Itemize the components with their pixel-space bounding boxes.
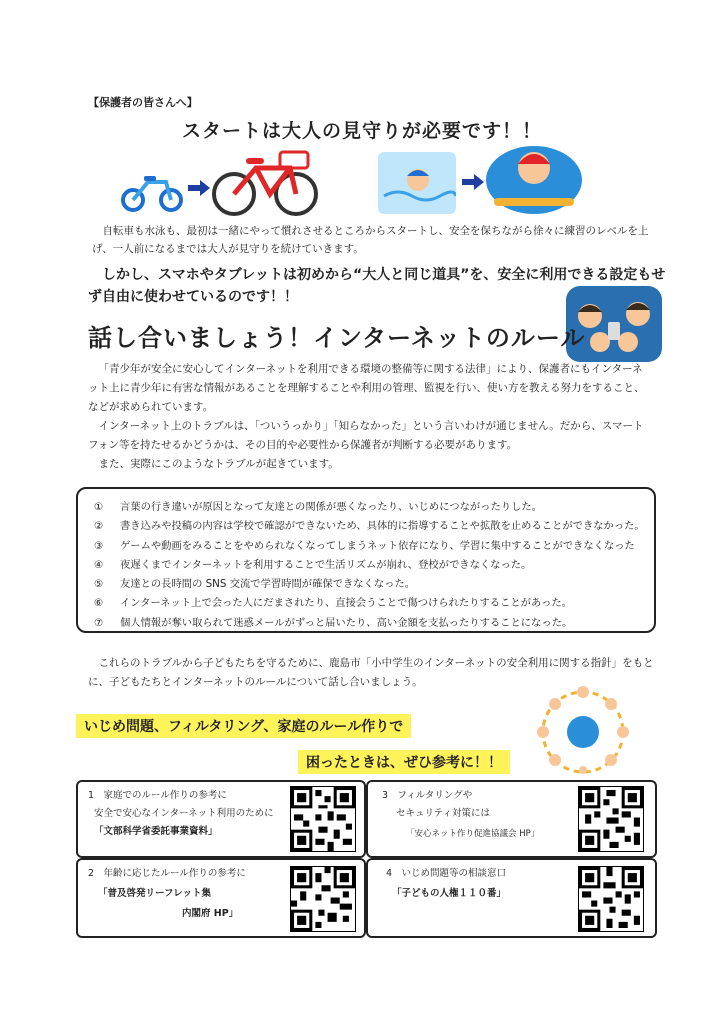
qr-code-icon[interactable] (290, 866, 356, 932)
tricycle-icon (120, 168, 184, 214)
reference-box-4 (366, 858, 657, 938)
list-item: ⑤ 友達との長時間の SNS 交流で学習時間が確保できなくなった。 (94, 578, 416, 591)
arrow-right-icon (188, 180, 210, 196)
intro-emphasis: しかし、スマホやタブレットは初めから“大人と同じ道具”を、安全に利用できる設定もせず自由に使わせているのです！！ (88, 267, 666, 305)
arrow-right-icon-2 (462, 174, 484, 190)
list-item: ① 言葉の行き違いが原因となって友達との関係が悪くなったり、いじめにつながったりした。 (94, 501, 542, 513)
banner-line-2: 困ったときは、ぜひ参考に！！ (298, 750, 510, 774)
reference-box-2 (76, 858, 366, 938)
reference-title-line-2: セキュリティ対策には (396, 808, 491, 819)
trouble-paragraph: インターネット上のトラブルは、「ついうっかり」「知らなかった」という言いわけが通じません。だから、スマートフォン等を持たせるかどうかは、その目的や必要性から保護者が判断する必要があります。 (88, 420, 644, 451)
reference-title: 3 フィルタリングや (382, 790, 473, 801)
qr-code-icon[interactable] (290, 786, 356, 852)
troubles-box (76, 487, 656, 633)
qr-code-icon[interactable] (578, 866, 644, 932)
reference-document: 「安心ネット作り促進協議会 HP」 (406, 829, 540, 839)
list-item: ⑦ 個人情報が奪い取られて迷惑メールがずっと届いたり、高い金額を支払ったりすることになった。 (94, 616, 573, 629)
reference-document: 「子どもの人権１１０番」 (392, 888, 507, 899)
reference-document: 「普及啓発リーフレット集 (98, 888, 212, 899)
qr-code-icon[interactable] (578, 786, 644, 852)
swimming-child-icon (484, 134, 584, 216)
page-title: スタートは大人の見守りが必要です！！ (181, 120, 542, 142)
reference-title: 1 家庭でのルール作りの参考に (88, 790, 227, 801)
reference-title: 2 年齢に応じたルール作りの参考に (88, 868, 246, 879)
greeting-label: 【保護者の皆さんへ】 (88, 96, 198, 109)
examples-intro: また、実際にこのようなトラブルが起きています。 (98, 458, 339, 470)
reference-document-line-2: 内閣府 HP」 (182, 908, 239, 919)
list-item: ② 書き込みや投稿の内容は学校で確認ができないため、具体的に指導することや拡散を止めることができなかった。 (94, 520, 645, 533)
swimmer-icon (378, 152, 456, 214)
reference-box-3 (366, 780, 657, 858)
banner-line-1: いじめ問題、フィルタリング、家庭のルール作りで (76, 714, 411, 738)
reference-box-1 (76, 780, 366, 858)
bicycle-icon (210, 146, 322, 220)
list-item: ④ 夜遅くまでインターネットを利用することで生活リズムが崩れ、登校ができなくなった。 (94, 558, 532, 571)
section-title: 話し合いましょう！インターネットのルール (88, 324, 586, 352)
intro-paragraph: 自転車も水泳も、最初は一緒にやって慣れさせるところからスタートし、安全を保ちながら徐々に練習のレベルを上げ、一人前になるまでは大人が見守りを続けていきます。 (92, 225, 649, 255)
reference-document: 「文部科学省委託事業資料」 (94, 826, 218, 837)
law-paragraph: 「青少年が安全に安心してインターネットを利用できる環境の整備等に関する法律」により、保護者にもインターネット上に青少年に有害な情報があることを理解することや利用の管理、監視を行い、使い方を教える努力をすること、などが求められています。 (88, 363, 645, 413)
reference-subtitle: 安全で安心なインターネット利用のために (94, 808, 274, 819)
reference-title: 4 いじめ問題等の相談窓口 (386, 868, 507, 879)
list-item: ⑥ インターネット上で会った人にだまされたり、直接会うことで傷つけられたりすることがあった。 (94, 597, 573, 610)
children-globe-icon (522, 684, 644, 774)
list-item: ③ ゲームや動画をみることをやめられなくなってしまうネット依存になり、学習に集中することができなくなった (94, 539, 635, 552)
closing-paragraph: これらのトラブルから子どもたちを守るために、鹿島市「小中学生のインターネットの安全利用に関する指針」をもとに、子どもたちとインターネットのルールについて話し合いましょう。 (88, 657, 654, 688)
section-body (88, 360, 648, 474)
